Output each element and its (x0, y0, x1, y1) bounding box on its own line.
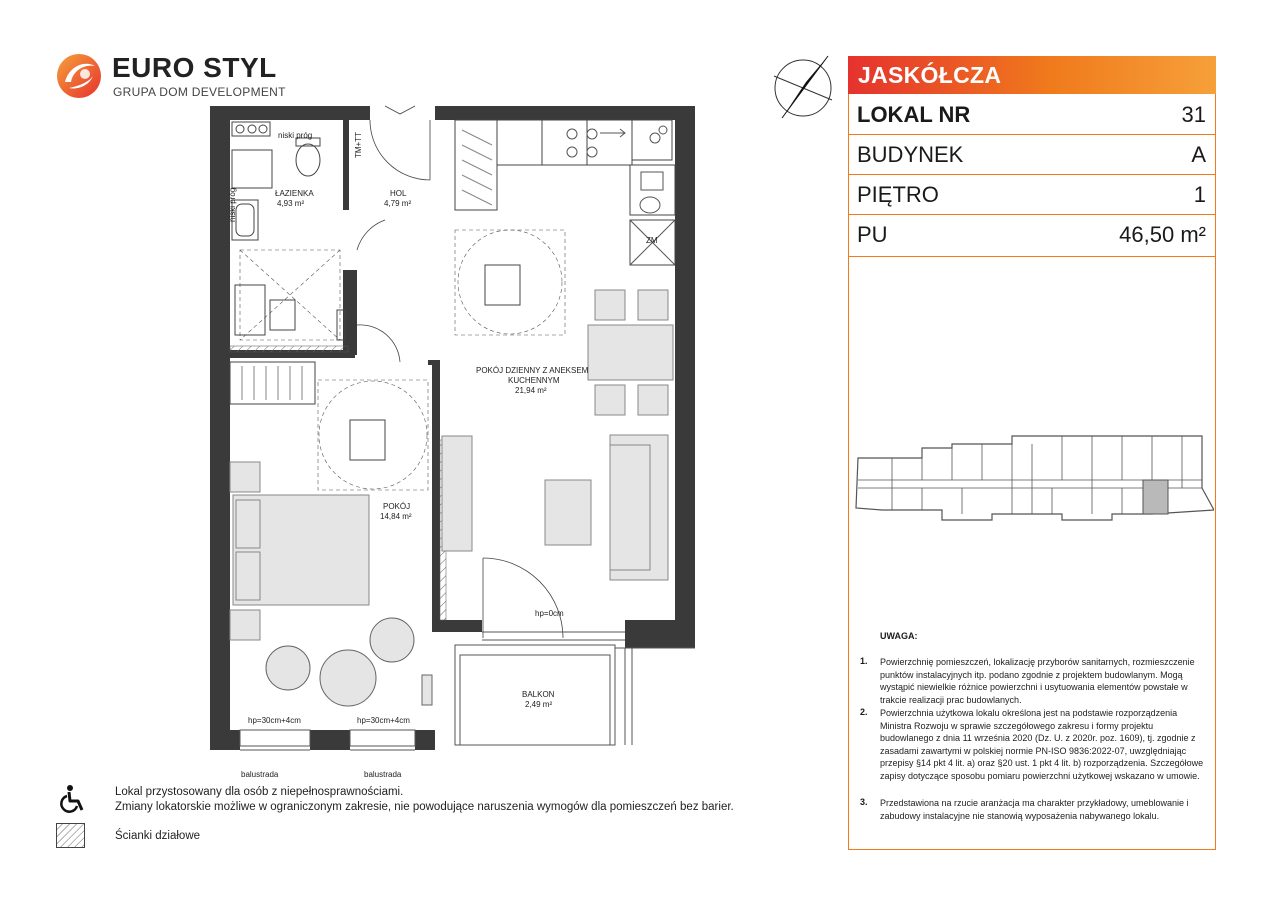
info-row-floor (848, 175, 1216, 215)
note-text: Powierzchnia użytkowa lokalu określona jest na podstawie rozporządzenia Ministra Rozwoju w sprawie szczegółowego zakresu i formy projektu budowlanego z dnia 11 września 2020 (Dz. U. z 2020r. poz. 1609), tj. zgodnie z zasadami zawartymi w polskiej normie PN-ISO 9836:2022-07, uwzględniając przepisy §14 pkt 4 lit. a) oraz §20 ust. 1 pkt 4 lit. b) rozporządzenia. Szczegółowe zapisy dotyczące sposobu pomiaru powierzchni użytkowej wskazano w umowie. (880, 708, 1204, 781)
zm-label: ZM (646, 236, 658, 245)
building-value: A (1191, 142, 1206, 167)
note-text: Powierzchnię pomieszczeń, lokalizację przyborów sanitarnych, rozmieszczenie punktów instalacyjnych itp. podano zgodnie z projektem budowlanym. Mogą wystąpić niewielkie różnice powierzchni i usytuowania elementów powstałe w trakcie realizacji prac budowlanych. (880, 657, 1195, 705)
living-room-name: POKÓJ DZIENNY Z ANEKSEM (476, 366, 589, 375)
low-threshold-label: niski próg (278, 131, 313, 140)
modification-note: Zmiany lokatorskie możliwe w ograniczonym zakresie, nie powodujące naruszenia wymogów dla pomieszczeń bez barier. (115, 801, 734, 813)
brand-name: EURO STYL (112, 52, 277, 83)
living-room-area: 21,94 m² (515, 386, 547, 395)
project-name: JASKÓŁCZA (858, 62, 1002, 88)
note-number: 3. (860, 797, 868, 807)
unit-number-value: 31 (1181, 102, 1206, 127)
bedroom-area: 14,84 m² (380, 512, 412, 521)
floor-plan-drawing (200, 100, 700, 785)
north-arrow-icon (770, 52, 836, 122)
notes-title: UWAGA: (880, 631, 918, 641)
unit-number-label: LOKAL NR (857, 102, 971, 127)
note-number: 1. (860, 656, 868, 666)
balcony-area: 2,49 m² (525, 700, 553, 709)
balustrade-label: balustrada (364, 770, 402, 779)
tm-tt-label: TM+TT (354, 132, 363, 158)
hall-area: 4,79 m² (384, 199, 412, 208)
floor-label: PIĘTRO (857, 182, 939, 207)
usable-area-label: PU (857, 222, 888, 247)
building-label: BUDYNEK (857, 142, 964, 167)
floor-value: 1 (1193, 182, 1206, 207)
floor-plan (200, 100, 700, 785)
info-row-building (848, 135, 1216, 175)
bathroom-name: ŁAZIENKA (275, 189, 314, 198)
brand-subtitle: GRUPA DOM DEVELOPMENT (113, 85, 286, 99)
balcony-name: BALKON (522, 690, 555, 699)
highlighted-unit (1143, 480, 1168, 514)
low-threshold-label: niski próg (228, 187, 237, 222)
living-room-name-line2: KUCHENNYM (508, 376, 560, 385)
bathroom-area: 4,93 m² (277, 199, 305, 208)
note-text: Przedstawiona na rzucie aranżacja ma charakter przykładowy, umeblowanie i zabudowy instalacyjne nie stanowią wyposażenia nabywanego lokalu. (880, 798, 1189, 821)
partition-label: Ścianki działowe (115, 830, 201, 842)
door-height-label: hp=0cm (535, 609, 564, 618)
balustrade-label: balustrada (241, 770, 279, 779)
info-row-unit-number (848, 95, 1216, 135)
accessibility-note: Lokal przystosowany dla osób z niepełnosprawnościami. (115, 786, 404, 798)
hall-name: HOL (390, 189, 407, 198)
partition-hatch-swatch (56, 823, 85, 848)
usable-area-value: 46,50 m² (1119, 222, 1206, 247)
bedroom-name: POKÓJ (383, 502, 411, 511)
window-height-label: hp=30cm+4cm (357, 716, 410, 725)
note-number: 2. (860, 707, 868, 717)
info-row-usable-area (848, 215, 1216, 257)
wheelchair-icon (58, 784, 88, 814)
euro-styl-logo-icon (55, 52, 103, 100)
building-key-plan (852, 430, 1214, 525)
window-height-label: hp=30cm+4cm (248, 716, 301, 725)
